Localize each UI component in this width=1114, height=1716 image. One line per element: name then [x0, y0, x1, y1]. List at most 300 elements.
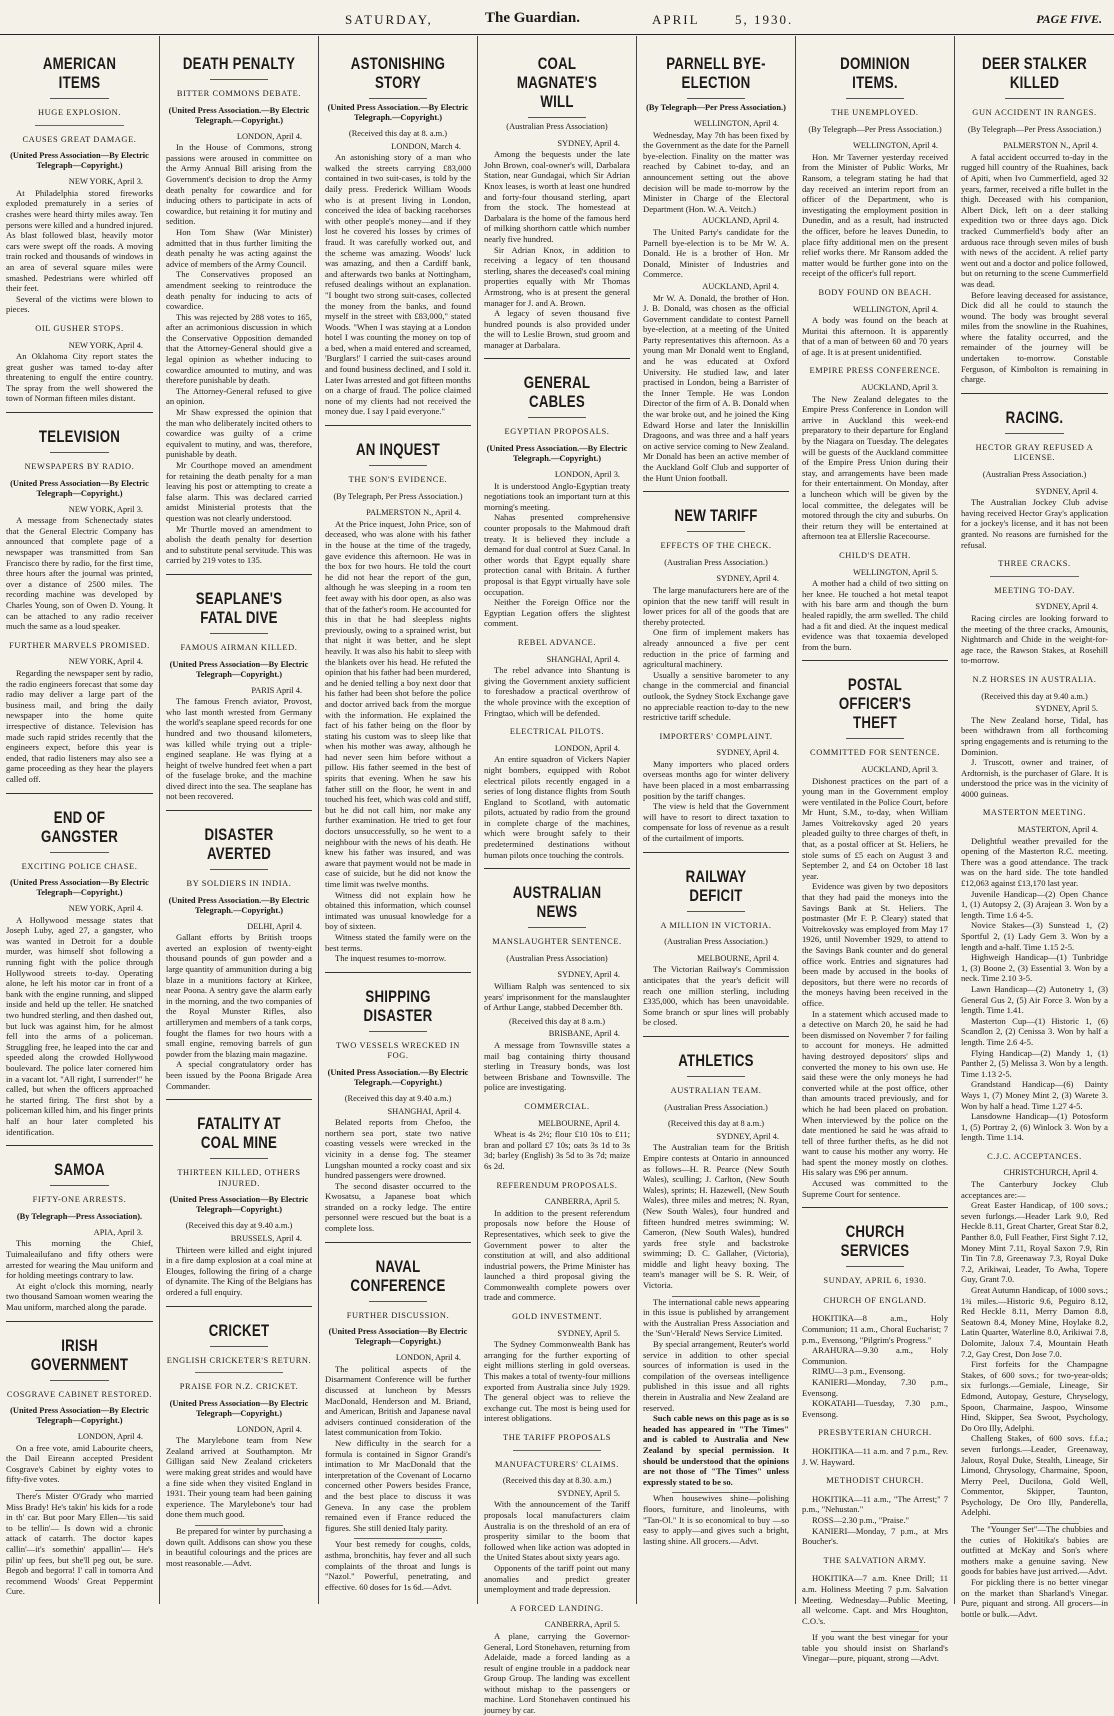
- article-paragraph: The second disaster occurred to the Kwosatsu, a Japanese boat which stranded on a rocky ledge. The entire personnel were rescued but the boat is a complete loss.: [325, 1180, 471, 1234]
- subheading: NEWSPAPERS BY RADIO.: [24, 462, 135, 472]
- received-line: (Received this day at 9.40 a.m.): [185, 1221, 293, 1231]
- subheading: THE TARIFF PROPOSALS: [503, 1433, 611, 1442]
- subheading: GOLD INVESTMENT.: [512, 1312, 602, 1322]
- dateline: LONDON, April 4.: [554, 743, 620, 753]
- headline-american-items: AMERICAN ITEMS: [42, 54, 117, 92]
- service-listing: RIMU—3 p.m., Evensong.: [812, 1366, 906, 1377]
- section-divider: [166, 810, 312, 811]
- acceptance-listing: First forfeits for the Champagne Stakes, of 600 sovs.; for two-year-olds; six furlongs.—Gemiale, Lineage, Sir Edmond, Autopay, Gesture, Chryselogy, Spoon, Charmaine, Jaspoo, Winsome Hind, Skipper, Sea Swoot, Psychology, Do Oro Illy, Adelphi.: [961, 1359, 1108, 1433]
- divider: [687, 531, 745, 532]
- source-line: (By Telegraph—Press Association).: [16, 1211, 143, 1221]
- article-paragraph: William Ralph was sentenced to six years' imprisonment for the manslaughter of Arthur Lange, stabbed December 8th.: [484, 981, 630, 1013]
- headline-disaster-averted: DISASTER AVERTED: [204, 825, 274, 864]
- article-paragraph: Delightful weather prevailed for the opening of the Masterton R.C. meeting. There was a good attendance. The track was on the hard side. The tote handled £12,063 against £13,170 last year.: [961, 835, 1108, 889]
- dateline: MASTERTON, April 4.: [1017, 825, 1098, 835]
- dateline: SYDNEY, April 4.: [1035, 602, 1098, 612]
- race-result: Novice Stakes—(3) Sunstead 1, (2) Sportful 2, (1) Lady Gem 3. Won by a length and a-half. Time 1.15 2-5.: [961, 920, 1108, 952]
- advertisement-verse: There's Mister O'Grady who married Miss Brady! He's takin' his kids for a rode in th' car. But poor Mary Ellen—'tis said to be tellin'— Is down wid a chronic attack of catarrh. The doctor kapes callin'—it's somethin' appallin'— He's pilin' up fees, but she'll peg out, be sure. Begob and begorra! I' call in tomorra And recommend Woods' Great Peppermint Cure.: [6, 1491, 153, 1597]
- article-paragraph: Mr Courthope moved an amendment for retaining the death penalty for a man leaving his post or attempting to create a false alarm. This was declared carried amidst Ministerial protests that the question was not clearly understood.: [166, 460, 312, 523]
- source-line: (United Press Association—By Electric Telegraph—Copyright.): [10, 878, 149, 898]
- divider: [846, 738, 904, 739]
- masthead: [0, 0, 1114, 35]
- section-divider: [325, 1242, 471, 1243]
- article-paragraph: A fatal accident occurred to-day in the rugged hill country of the Ruahines, back of Apiti, when Ivo Cummerfield, aged 32 years, farmer, received a rifle bullet in the thigh. Deceased with his companion, Albert Dick, left on a deer stalking expedition two or three days ago. Dick tracked Cummerfield's body after an arduous race through seven miles of bush with news of the accident. A relief party went out and a doctor and police followed, but on returning to the scene Cummerfield was dead.: [961, 151, 1109, 289]
- section-divider: [6, 793, 153, 794]
- article-paragraph: New difficulty in the search for a formula is contained in Signor Grandi's intimation to Mr MacDonald that the interpretation of the Covenant of Locarno concerned other Powers besides France, and the best place to discuss it was Geneva. In any case the problem remained even if France reduced the figures. She still denied Italy parity.: [325, 1438, 471, 1533]
- advertisement: Your best remedy for coughs, colds, asthma, bronchitis, hay fever and all such complaints of the throat and lungs is "Nazol." Powerful, penetrating, and effective. 60 doses for 1s 6d.—Advt.: [325, 1539, 471, 1592]
- dateline: LONDON, April 4.: [236, 131, 302, 141]
- dateline: WELLINGTON, April 4.: [853, 304, 938, 314]
- dateline: SYDNEY, April 4.: [716, 574, 779, 584]
- section-divider: [6, 1321, 153, 1322]
- article-paragraph: Mr Shaw expressed the opinion that the man who deliberately incited others to cowardice was guilty of a crime equivalent to mutiny, and was, therefore, punishable by death.: [166, 407, 312, 460]
- headline-seaplane-fatal-dive: SEAPLANE'S FATAL DIVE: [195, 588, 283, 627]
- source-line: (Australian Press Association.): [664, 937, 768, 947]
- race-result: Juvenile Handicap—(2) Open Chance 1, (1) Autopsy 2, (3) Arajean 3. Won by a length. Time 1.6 4-5.: [961, 888, 1108, 920]
- headline-new-tariff: NEW TARIFF: [674, 506, 758, 526]
- article-paragraph: Many importers who placed orders overseas months ago for winter delivery have been placed in a most embarrassing position by the tariff changes.: [643, 758, 789, 801]
- divider: [210, 1346, 268, 1347]
- article-paragraph: The view is held that the Government will have to resort to direct taxation to compensate for loss of revenue as a result of the curtailment of imports.: [643, 801, 789, 844]
- subheading: FIFTY-ONE ARRESTS.: [32, 1195, 127, 1205]
- service-listing: HOKITIKA—11 a.m. and 7 p.m., Rev. J. W. Hayward.: [802, 1445, 948, 1467]
- service-listing: HOKITIKA—7 a.m. Knee Drill; 11 a.m. Holiness Meeting 7 p.m. Salvation Meeting. Wednesday—Public Meeting, all welcome. Capt. and Mrs Houghton, C.O.'s.: [802, 1573, 948, 1626]
- race-result: Lansdowne Handicap—(1) Potosform 1, (5) Portray 2, (6) Winlock 3. Won by a length. Time 1.14.: [961, 1111, 1108, 1143]
- column-6: [795, 36, 954, 1664]
- article-paragraph: The New Zealand horse, Tidal, has been withdrawn from all forthcoming spring engagements and is returning to the Dominion.: [961, 714, 1108, 757]
- headline-church-services: CHURCH SERVICES: [840, 1222, 910, 1261]
- service-listing: HOKITIKA—11 a.m., "The Arrest;" 7 p.m., "Nehustan.": [802, 1493, 948, 1515]
- article-paragraph: The famous French aviator, Provost, who last month wrested from Germany the world's seaplane speed records for one hundred and two thousand kilometers, was killed while trying out a triple-engined seaplane. He was flying at a height of twelve hundred feet when a part of the fuselage broke, and the machine dived direct into the sea. The seaplane has not been recovered.: [166, 696, 312, 802]
- subheading: BODY FOUND ON BEACH.: [818, 287, 932, 297]
- dateline: CANBERRA, April 5.: [544, 1197, 620, 1207]
- article-paragraph: At eight o'clock this morning, nearly two thousand Samoan women wearing the Mau uniform, marched along the parade.: [6, 1280, 153, 1312]
- advertisement: Be prepared for winter by purchasing a down quilt. Addisons can show you these in beautiful colourings and the prices are most reasonable.—Advt.: [166, 1526, 312, 1568]
- received-line: (Received this day at 8 a.m.): [667, 1119, 765, 1129]
- divider: [528, 927, 586, 928]
- source-line: (Australian Press Association.): [982, 470, 1087, 480]
- subheading: COMMITTED FOR SENTENCE.: [810, 748, 940, 758]
- dateline: NEW YORK, April 4.: [68, 340, 143, 350]
- article-paragraph: The United Party's candidate for the Parnell bye-election is to be Mr W. A. Donald. He is a brother of Hon. Mr Donald, Minister of Industries and Commerce.: [643, 226, 789, 280]
- service-listing: KANIERI—Monday, 7 p.m., at Mrs Boucher's.: [802, 1525, 948, 1547]
- race-result: Lawn Handicap—(2) Autonetry 1, (3) General Gus 2, (5) Air Force 3. Won by a length. Time 1.41.: [961, 983, 1108, 1016]
- divider: [528, 417, 586, 418]
- subheading: EXCITING POLICE CHASE.: [21, 861, 138, 871]
- section-divider: [961, 393, 1108, 394]
- article-paragraph: Neither the Foreign Office nor the Egyptian Legation offers the slightest comment.: [484, 597, 630, 629]
- article-paragraph: The Victorian Railway's Commission anticipates that the year's deficit will reach one million sterling, including £335,000, which has been unavoidable. Some branch or spur lines will probably be closed.: [643, 964, 789, 1028]
- column-7: [954, 36, 1114, 1619]
- subheading: FURTHER MARVELS PROMISED.: [9, 640, 150, 650]
- masthead-title: The Guardian.: [485, 10, 581, 26]
- article-paragraph: J. Truscott, owner and trainer, of Ardtornish, is the purchaser of Glare. It is understood the price was in the vicinity of 4000 guineas.: [961, 757, 1108, 799]
- article-paragraph: A message from Schenectady states that the General Electric Company has announced that complete page of a newspaper was transmitted from San Francisco there by radio, for the first time, three hours after the journal was printed, over a distance of 2500 miles. The recording machine was developed by Charles Young, son of Owen D. Young. It can be attached to any radio receiver much the same as a loud speaker.: [6, 515, 153, 632]
- subheading: A FORCED LANDING.: [510, 1603, 604, 1613]
- source-line: (By Telegraph—Per Press Association.): [646, 103, 786, 112]
- subheading: BY SOLDIERS IN INDIA.: [186, 879, 292, 889]
- advertisement: The "Younger Set"—The chubbies and the cuties of Hokitika's babies are outfitted at McKay and Son's where mothers make a genuine saving. New goods for babies have just arrived.—Advt.: [961, 1524, 1108, 1577]
- dateline: BRISBANE, April 4.: [548, 1029, 620, 1039]
- article-paragraph: In addition to the present referendum proposals now before the House of Representatives, which seek to give the Government power to alter the constitution at will, and also additional industrial powers, the Prime Minister has launched a third proposal giving the Commonwealth complete powers over trade and commerce.: [484, 1207, 630, 1303]
- article-paragraph: The Marylebone team from New Zealand arrived at Southampton. Mr Gilligan said New Zealand cricketers were making great strides and would have a fine side when they visited England in 1931. Their young team had been gaining experience. The Marylebone's tour had done them much good.: [166, 1435, 312, 1520]
- article-paragraph: The Attorney-General refused to give an opinion.: [166, 385, 312, 407]
- headline-parnell-bye-election: PARNELL BYE-ELECTION: [666, 54, 766, 92]
- received-line: (Received this day at 9.40 a.m.): [981, 691, 1088, 701]
- divider: [210, 1158, 268, 1159]
- divider: [210, 79, 268, 80]
- subheading: PRAISE FOR N.Z. CRICKET.: [179, 1382, 299, 1392]
- article-paragraph: Evidence was given by two depositors that they had paid the moneys into the Savings Bank at St. Heliers. The postmaster (Mr F. P. Cleary) stated that Voitrekovsky was employed from May 17 1926, until November 1929, to attend to the Savings Bank counter and do general office work. Entries and signatures had been made by accused in the books of depositors, but there were no records of the moneys having been received in the office.: [802, 881, 948, 1008]
- article-paragraph: This was rejected by 288 votes to 165, after an acrimonious discussion in which the Conservative Opposition demanded that the Attorney-General should give a legal opinion as whether inducing to cowardice amounted to mutiny, and was therefore punishable by death.: [166, 311, 312, 386]
- section-divider: [325, 425, 471, 426]
- divider: [1005, 98, 1064, 99]
- article-paragraph: Opponents of the tariff point out many anomalies and predict greater unemployment and trade depression.: [484, 1562, 630, 1595]
- dateline: CHRISTCHURCH, April 4.: [1003, 1168, 1098, 1178]
- article-paragraph: Sir Adrian Knox, in addition to receiving a legacy of ten thousand sterling, shares the deceased's coal mining properties equally with Mr Thomas Armstrong, who is at present the general manager for J. and A. Brown.: [484, 244, 630, 308]
- divider: [687, 98, 745, 99]
- advertisement: When housewives shine—polishing floors, furniture, and linoleums, with "Tan-Ol." It is so economical to buy —so easy to apply—and gives such a bright, lasting shine. All grocers.—Advt.: [643, 1493, 789, 1546]
- service-listing: HOKITIKA—8 a.m., Holy Communion; 11 a.m., Choral Eucharist; 7 p.m., Evensong, "Pilgrim's Progress.": [802, 1313, 948, 1345]
- subheading: COMMERCIAL.: [524, 1101, 590, 1111]
- subheading: EMPIRE PRESS CONFERENCE.: [809, 366, 941, 376]
- subheading: FURTHER DISCUSSION.: [346, 1310, 450, 1320]
- notice-paragraph: By special arrangement, Reuter's world service in addition to other special sources of information is used in the compilation of the overseas intelligence published in this issue and all rights therein in Australia and New Zealand are reserved.: [643, 1339, 789, 1413]
- headline-postal-officers-theft: POSTAL OFFICER'S THEFT: [838, 675, 912, 733]
- article-paragraph: Dishonest practices on the part of a young man in the Government employ were ventilated in the Police Court, before Mr Hunt, S.M., to-day, when William James Voitrekovsky aged 20 years pleaded guilty to three charges of theft, in that, as a postal officer at St. Heliers, he stole sums of £5 each on August 3 and September 2, and £4 on October 18 last year.: [802, 775, 948, 881]
- article-paragraph: The inquest resumes to-morrow.: [335, 953, 447, 964]
- article-paragraph: A Hollywood message states that Joseph Luby, aged 27, a gangster, who was wanted in Detroit for a double murder, was himself shot following a running fight with the police through Hollywood streets to-day. Operating alone, he left his motor car in front of a bank with the engine running, and slipped inside and held up the teller. He snatched two hundred sterling, and then dashed out, but luck was against him, for he almost fell into the arms of a policeman. Struggling free, he leaped into the car and speeded along the crowded Hollywood boulevard. The police later cornered him in a vacant lot. "All right, I surrender!" he called, but when the officers approached he started firing. The first shot by a policeman killed him, and his finger prints half an hour later completed his identification.: [6, 914, 153, 1137]
- subheading: N.Z HORSES IN AUSTRALIA.: [972, 674, 1097, 684]
- source-line: (Australian Press Association.): [664, 1102, 768, 1112]
- headline-cricket: CRICKET: [208, 1320, 270, 1340]
- dateline: SYDNEY, April 4.: [716, 1131, 779, 1141]
- dateline: SYDNEY, April 5.: [557, 1328, 620, 1338]
- subheading: REBEL ADVANCE.: [517, 637, 597, 647]
- dateline: SHANGHAI, April 4.: [546, 654, 620, 664]
- article-paragraph: At Philadelphia stored fireworks exploded prematurely in a series of crashes were heard thirty miles away. Ten persons were killed and a hundred injured. As blast followed blast, heavily motor cars were swept off the roads. A moving train rocked and thousands of windows in an area of several square miles were smashed. Pedestrians were whirled off their feet.: [6, 187, 153, 294]
- race-result: Highweigh Handicap—(1) Tunbridge 1, (3) Boone 2, (3) Essential 3. Won by a neck. Time 2.10 3-5.: [961, 952, 1108, 984]
- divider: [210, 633, 268, 634]
- divider: [369, 98, 427, 99]
- headline-television: TELEVISION: [38, 427, 121, 447]
- article-paragraph: Hon. Mr Taverner yesterday received from the Minister of Public Works, Mr Ransom, a telegram stating he had that day received an interim report from an officer of the Department, who is investigating the employment position in Dunedin, and as a result, had instructed the officer, before he leaves Dunedin, to place fifty additional men on the present relief works there. Mr Ransom added the matter would be further gone into on the receipt of the officer's full report.: [802, 151, 948, 279]
- notice-paragraph: The international cable news appearing in this issue is published by arrangement with the Australian Press Association and the 'Sun'-'Herald' News Service Limited.: [643, 1296, 789, 1339]
- subheading: MANSLAUGHTER SENTENCE.: [492, 937, 622, 947]
- divider: [369, 465, 427, 466]
- headline-fatality-at-coal-mine: FATALITY AT COAL MINE: [197, 1114, 281, 1153]
- article-paragraph: A plane, carrying the Governor-General, Lord Stonehaven, returning from Adelaide, made a forced landing as a result of engine trouble in a paddock near Group Group. The landing was excellent without mishap to the passengers or machine. Lord Stonehaven continued his journey by car.: [484, 1630, 630, 1716]
- article-paragraph: A legacy of seven thousand five hundred pounds is also provided under the will to Leslie Brown, stud groom and manager at Darbalara.: [484, 308, 630, 350]
- headline-irish-government: IRISH GOVERNMENT: [30, 1335, 129, 1374]
- race-result: Grandstand Handicap—(6) Dainty Ways 1, (7) Money Mint 2, (3) Warete 3. Won by half a head. Time 1.27 4-5.: [961, 1079, 1108, 1111]
- divider: [846, 1266, 904, 1267]
- article-paragraph: Belated reports from Chefoo, the northern sea port, state two native coasting vessels were wrecked in the vicinity in a dense fog. The steamer Lungshan mounted a rocky coast and six hundred passengers were drowned.: [325, 1117, 471, 1181]
- article-paragraph: The New Zealand delegates to the Empire Press Conference in London will arrive in Auckland this week-end preparatory to their departure for England by the Niagara on Tuesday. The delegates will be guests of the Auckland committee of the Empire Press Union during their stay, and arrangements have been made for their entertainment. On Monday, after a luncheon which will be given by the local committee, the delegates will be motored through the city and suburbs. On their return they will be entertained at afternoon tea at Ellerslie Racecourse.: [802, 393, 948, 542]
- source-line: (United Press Association—By Electric Telegraph—Copyright.): [169, 1398, 309, 1418]
- divider: [50, 1185, 109, 1186]
- article-paragraph: An astonishing story of a man who walked the streets carrying £83,000 contained in two suit-cases, is told by the daily press. Frederick William Woods who is at present living in London, conceived the idea of backing racehorses with other people's money—and if they lost he covered his losses by crimes of fraud. It was carefully worked out, and the scheme was amazing. Woods' luck was amazing, and then a Cardiff bank, and afterwards two banks at Nottingham, refused dealings without an explanation. "I bought two strong suit-cases, collected the money from the banks, and found myself in the street with £83,000," stated Woods. "When I was staying at a London hotel I was counting the money on top of a bed, when a maid entered and screamed, 'Burglars!' I carried the suit-cases around and found business declined, and I sold it. Later Iwas arrested and got fifteen months on a charge of fraud. The police claimed none of my clients had not received the money due. I say I paid everyone.": [325, 152, 471, 417]
- source-line: (By Telegraph—Per Press Association.): [967, 124, 1102, 134]
- masthead-date: 5, 1930.: [735, 12, 794, 27]
- race-result: Flying Handicap—(2) Mandy 1, (1) Panther 2, (5) Melissa 3. Won by a length. Time 1.13 2-5.: [961, 1047, 1108, 1079]
- subheading: AUSTRALIAN TEAM.: [670, 1085, 762, 1095]
- article-paragraph: The Conservatives proposed an amendment seeking to reintroduce the death penalty for inducing to acts of cowardice.: [166, 269, 312, 312]
- dateline: NEW YORK, April 4.: [68, 904, 143, 914]
- dateline: SYDNEY, April 5.: [1035, 704, 1098, 714]
- subheading: THIRTEEN KILLED, OTHERS INJURED.: [177, 1168, 301, 1188]
- article-paragraph: The rebel advance into Shantung is giving the Government anxiety sufficient to foreshadow a practical overthrow of the whole province with the exception of Fringtao, which will be defended.: [484, 665, 630, 718]
- service-listing: ARAHURA—9.30 a.m., Holy Communion.: [802, 1345, 948, 1366]
- dateline: SYDNEY, April 5.: [557, 1488, 620, 1498]
- subheading: METHODIST CHURCH.: [826, 1476, 924, 1486]
- dateline: BRUSSELS, April 4.: [230, 1233, 302, 1243]
- dateline: MELBOURNE, April 4.: [538, 1118, 620, 1128]
- headline-astonishing-story: ASTONISHING STORY: [350, 54, 446, 92]
- source-line: (United Press Association—By Electric Telegraph—Copyright.): [169, 659, 309, 679]
- masthead-month: APRIL: [652, 12, 700, 27]
- article-paragraph: In the House of Commons, strong passions were aroused in committee on the Army Annual Bill arising from the Government's decision to drop the Army death penalty for cowardice and for inducing others to participate in acts of cowardice, but retaining it for mutiny and sedition.: [166, 142, 312, 227]
- column-3: [318, 36, 477, 1604]
- advertisement: If you want the best vinegar for your table you should insist on Sharland's Vinegar—pure, piquant, strong —Advt.: [802, 1632, 948, 1664]
- article-paragraph: On a free vote, amid Labourite cheers, the Dail Eireann accepted President Cosgrave's Cabinet by eighty votes to fifty-five votes.: [6, 1442, 153, 1485]
- dateline: WELLINGTON, April 4.: [853, 141, 938, 151]
- section-divider: [6, 412, 153, 413]
- subheading: COSGRAVE CABINET RESTORED.: [6, 1389, 153, 1399]
- headline-end-of-gangster: END OF GANGSTER: [40, 807, 119, 846]
- section-divider: [166, 1099, 312, 1100]
- divider: [195, 1372, 283, 1373]
- subheading: HECTOR GRAY REFUSED A LICENSE.: [975, 442, 1094, 463]
- headline-samoa: SAMOA: [54, 1160, 105, 1180]
- section-divider: [166, 574, 312, 575]
- column-1: [0, 36, 159, 1604]
- dateline: NEW YORK, April 4.: [68, 657, 143, 667]
- section-divider: [484, 868, 630, 869]
- advertisement: For pickling there is no better vinegar on the market than Sharland's Vinegar. Pure, piquant and strong. All grocers—in bottle or bulk.—Advt.: [961, 1577, 1108, 1619]
- subheading: THREE CRACKS.: [998, 559, 1071, 569]
- article-paragraph: A message from Townsville states a mail bag containing thirty thousand sterling in Treasury bonds, was lost between Brisbane and Townsville. The police are investigating.: [484, 1040, 630, 1093]
- subheading: MANUFACTURERS' CLAIMS.: [495, 1459, 619, 1469]
- subheading: OIL GUSHER STOPS.: [35, 323, 124, 333]
- acceptance-listing: Challeng Stakes, of 600 sovs. f.f.a.; seven furlongs.—Leader, Greenaway, Jaloux, Royal Duke, Stealth, Lineage, Sir Limond, Chrysology, Charmaine, Spoon, Merry Peel, Ducilona, Gold Well, Commentor, Skipper, Taunton, Psychology, De Oro Illy, Panderella, Adelphi.: [961, 1433, 1108, 1518]
- section-divider: [802, 1207, 948, 1208]
- article-paragraph: Hon Tom Shaw (War Minister) admitted that in thus further limiting the death penalty he was acting against the advice of members of the Army Council.: [166, 226, 312, 269]
- subheading: THE UNEMPLOYED.: [831, 108, 919, 117]
- article-paragraph: With the announcement of the Tariff proposals local manufacturers claim Australia is on the threshold of an era of prosperity similar to the boom that followed when like action was adopted in the United States about sixty years ago.: [484, 1499, 630, 1563]
- divider: [369, 1031, 427, 1032]
- dateline: AUCKLAND, April 3.: [861, 764, 938, 774]
- headline-racing: RACING.: [1005, 407, 1064, 427]
- masthead-day: SATURDAY,: [345, 12, 433, 27]
- section-divider: [643, 852, 789, 853]
- dateline: AUCKLAND, April 4.: [702, 281, 779, 291]
- subheading: EFFECTS OF THE CHECK.: [660, 541, 772, 551]
- newspaper-columns: [0, 36, 1114, 1716]
- headline-australian-news: AUSTRALIAN NEWS: [512, 883, 602, 922]
- received-line: (Received this day at 8.30. a.m.): [502, 1476, 612, 1486]
- divider: [35, 125, 123, 126]
- article-paragraph: At the Price inquest, John Price, son of deceased, who was alone with his father in the house at the time of the tragedy, gave evidence this afternoon. He was in the box for two hours. He told the court he did not hear the report of the gun, although he was sleeping in a room ten feet away with his door open, as also was that of the father's room. He accounted for this in that he had sleepless nights previously, owing to a sprained wrist, but that night it was better, and he slept heavily. It was also his habit to sleep with the blankets over his head. He refuted the opinion that his father had been murdered, and he denied telling a boy next door that his father had been shot before the police and doctor arrived back from the morgue with the information. He explained the fact of his father being on the floor by stating his custom was to sleep like that when his mother was away, although he had never seen him before without a pillow. His father seemed in the best of spirits that evening. When he saw his father still on the floor, he went in and touched his feet, which was cold and stiff, but he did not call him, nor make any further examination. He tried to get four doctors unsuccessfully, so he went to a neighbour with the news of his death. He knew his father was insured, and was aware that payment would not be made in case of suicide, but he did not know the time limit was twelve months.: [325, 518, 471, 889]
- subheading: MASTERTON MEETING.: [982, 808, 1087, 818]
- acceptance-listing: Great Autumn Handicap, of 1000 sovs.; 1¾ miles.—Historic 9.6, Peguiro 8.12, Red Heckle 8.11, Merry Damon 8.8, Seatown 8.4, Money Mine, Hoylake 8.2, Latin Quarter, Waterline 8.0, Arikiwai 7.8, Dolomite, Jaloux 7.4, Mountain Heath 7.2, Gay Crest, Don Jose 7.0.: [961, 1285, 1108, 1359]
- column-4: [477, 36, 636, 1716]
- section-divider: [325, 972, 471, 973]
- article-paragraph: Thirteen were killed and eight injured in a fire damp explosion at a coal mine at Elouges, following the firing of a charge of dynamite. The King of the Belgians has ordered a full enquiry.: [166, 1244, 312, 1297]
- headline-coal-magnates-will: COAL MAGNATE'S WILL: [516, 54, 598, 111]
- dateline: LONDON, March 4.: [391, 141, 461, 151]
- headline-naval-conference: NAVAL CONFERENCE: [350, 1256, 446, 1295]
- subheading: BITTER COMMONS DEBATE.: [176, 89, 302, 98]
- subheading: C.J.C. ACCEPTANCES.: [987, 1151, 1082, 1161]
- headline-an-inquest: AN INQUEST: [355, 440, 441, 460]
- article-paragraph: An Oklahoma City report states the great gusher was tamed to-day after threatening to engulf the entire country. The spray from the well showered the town of Norman fifteen miles distant.: [6, 351, 153, 404]
- subheading: ELECTRICAL PILOTS.: [509, 727, 605, 737]
- service-listing: ROSS—2.30 p.m., "Praise.": [812, 1514, 910, 1525]
- service-listing: KOKATAHI—Tuesday, 7.30 p.m., Evensong.: [802, 1398, 948, 1419]
- article-paragraph: The Australian Jockey Club advise having received Hector Gray's application for a jockey's license, and it has not been granted. No reasons are furnished for the refusal.: [961, 497, 1108, 550]
- subheading: MEETING TO-DAY.: [994, 585, 1075, 595]
- dateline: PARIS April 4.: [251, 685, 302, 695]
- article-paragraph: In a statement which accused made to a detective on March 20, he said he had been dismissed on November 7 for failing to account for moneys. He admitted having destroyed depositors' slips and converted the money to his own use. He said these were the only moneys he had converted while at the post office, other than amounts traced previously, and for which he had been placed on probation. When interviewed by the police on the date mentioned he said he was afraid to tell of three further thefts, as he did not want to cause his mother any worry. He had spent the money mostly on clothes. His salary was £96 per annum.: [802, 1008, 948, 1178]
- source-line: (United Press Association—By Electric Telegraph—Copyright.): [10, 151, 149, 171]
- dateline: CANBERRA, April 5.: [544, 1620, 620, 1630]
- subheading: THE SALVATION ARMY.: [823, 1555, 927, 1565]
- divider: [50, 852, 109, 853]
- notice-paragraph: Such cable news on this page as is so headed has appeared in "The Times" and is cabled to Australia and New Zealand by special permission. It should be understood that the opinions are not those of "The Times" unless expressly stated to be so.: [643, 1413, 789, 1487]
- service-listing: KANIERI—Monday, 7.30 p.m., Evensong.: [802, 1377, 948, 1398]
- divider: [210, 869, 268, 870]
- divider: [687, 1076, 745, 1077]
- dateline: LONDON, April 3.: [554, 470, 620, 480]
- dateline: SYDNEY, April 4.: [716, 748, 779, 758]
- article-paragraph: Witness stated the family were on the best terms.: [325, 931, 471, 953]
- section-divider: [484, 358, 630, 359]
- subheading: REFERENDUM PROPOSALS.: [496, 1180, 618, 1190]
- subheading: HUGE EXPLOSION.: [38, 108, 121, 117]
- dateline: MELBOURNE, April 4.: [697, 953, 779, 963]
- article-paragraph: An entire squadron of Vickers Napier night bombers, equipped with Robot electrical pilots recently engaged in a series of long distance flights from South England to Scotland, with automatic pilots, actuated by radio from the ground in complete charge of the machines, which were brought safely to their predetermined destinations without human pilots once touching the controls.: [484, 754, 630, 860]
- race-result: Masterton Cup—(1) Historic 1, (6) Scandlon 2, (2) Cenissa 3. Won by half a length. Time 2.6 4-5.: [961, 1015, 1108, 1047]
- article-paragraph: Gallant efforts by British troops averted an explosion of twenty-eight thousand pounds of gun powder and a large quantity of ammunition during a big blaze in a munitions factory at Kirkee, near Poona. A sentry gave the alarm early in the morning, and the two companies of the Royal Munster Rifles, also artillerymen and members of a tank corps, fought the flames for two hours with a small engine, removing barrels of gun powder from the blazing main magazine.: [166, 932, 312, 1059]
- dateline: NEW YORK, April 3.: [68, 504, 143, 514]
- headline-dominion-items: DOMINION ITEMS.: [840, 54, 910, 92]
- dateline: LONDON, April 4.: [236, 1424, 302, 1434]
- subheading: A MILLION IN VICTORIA.: [660, 920, 772, 930]
- subheading: GUN ACCIDENT IN RANGES.: [972, 108, 1097, 117]
- source-line: (Australian Press Association): [506, 122, 608, 131]
- source-line: (United Press Association—By Electric Telegraph—Copyright.): [10, 478, 149, 498]
- article-paragraph: Among the bequests under the late John Brown, coal-owner's will, Darbalara Station, near Gundagai, which Sir Adrian Knox leases, is worth at least one hundred and forty-four thousand sterling, apart from the stock. The homestead at Darbalara is the home of the famous herd of milking shorthorn cattle which number nearly five hundred.: [484, 149, 630, 244]
- article-paragraph: Mr Thurtle moved an amendment to abolish the death penalty for desertion and to substitute penal servitude. This was carried by 219 votes to 135.: [166, 523, 312, 566]
- divider: [50, 98, 109, 99]
- article-paragraph: Before leaving deceased for assistance, Dick did all he could to staunch the wound. The body was brought several miles from the snowline in the Ruahines, where the fatality occurred, and the remainder of the journey will be undertaken to-morrow. Constable Ferguson, of Kimbolton is remaining in charge.: [961, 289, 1108, 385]
- source-line: (By Telegraph, Per Press Association.): [333, 491, 463, 501]
- article-paragraph: It is understood Anglo-Egyptian treaty negotiations took an important turn at this morning's meeting.: [484, 480, 630, 512]
- article-paragraph: One firm of implement makers has already announced a five per cent reduction in the price of farming and agricultural machinery.: [643, 627, 789, 670]
- subheading: SUNDAY, APRIL 6, 1930.: [823, 1276, 927, 1286]
- article-paragraph: Racing circles are looking forward to the meeting of the three cracks, Amounis, Nightmarch and Chide in the weight-for-age race, the Rawson Stakes, at Rosehill to-morrow.: [961, 612, 1108, 666]
- dateline: WELLINGTON, April 5.: [853, 567, 938, 577]
- source-line: (United Press Association.—By Electric Telegraph.—Copyright.): [168, 895, 310, 915]
- article-paragraph: Wheat is 4s 2½; flour £10 10s to £11; bran and pollard £7 10s; oats 3s 1d to 3s 3d; barley (English) 3s 5d to 3s 7d; maize 6s 2d.: [484, 1129, 630, 1171]
- article-paragraph: Wednesday, May 7th has been fixed by the Government as the date for the Parnell bye-election. Finality on the matter was reached by Cabinet to-day, and an announcement setting out the above decision will be made to-morrow by the Minister in Charge of the Electoral Department (Hon. W. A. Veitch.): [643, 129, 789, 214]
- received-line: (Received this day at 8. a.m.): [348, 129, 448, 138]
- subheading: EGYPTIAN PROPOSALS.: [504, 427, 610, 437]
- subheading: PRESBYTERIAN CHURCH.: [818, 1428, 932, 1438]
- subheading: CHILD'S DEATH.: [839, 550, 911, 560]
- subheading: TWO VESSELS WRECKED IN FOG.: [336, 1040, 460, 1061]
- dateline: AUCKLAND, April 3.: [861, 383, 938, 393]
- source-line: (United Press Association—By Electric Telegraph—Copyright.): [328, 1327, 468, 1347]
- article-paragraph: The Canterbury Jockey Club acceptances are:—: [961, 1179, 1108, 1200]
- source-line: (United Press Association.—By Electric Telegraph.—Copyright.): [168, 105, 310, 125]
- subheading: ENGLISH CRICKETER'S RETURN.: [166, 1355, 312, 1365]
- acceptance-listing: Great Easter Handicap, of 100 sovs.; seven furlongs.—Header Lark 9.0, Red Heckle 8.11, Great Charter, Great Star 8.2, Panther 8.0, Full Feather, First Sight 7.12, Money Mint 7.11, Royal Saxon 7.9, Rin Tin Tin 7.8, Greenaway 7.3, Royal Duke 7.2, Arikiwai, Leader, To Awha, Topere Guy, Grant 7.0.: [961, 1200, 1108, 1285]
- divider: [846, 98, 904, 99]
- article-paragraph: The large manufacturers here are of the opinion that the new tariff will result in lower prices for all of the goods that are thereby protected.: [643, 584, 789, 627]
- divider: [50, 452, 109, 453]
- dateline: SYDNEY, April 4.: [557, 138, 620, 148]
- section-divider: [802, 660, 948, 661]
- dateline: WELLINGTON, April 4.: [694, 119, 779, 128]
- source-line: (Australian Press Association): [506, 953, 608, 963]
- dateline: DELHI, April 4.: [247, 921, 302, 931]
- subheading: CAUSES GREAT DAMAGE.: [22, 134, 137, 144]
- column-5: [636, 36, 795, 1604]
- article-paragraph: A mother had a child of two sitting on her knee. He touched a hot metal teapot with his bare arm and though the burn healed rapidly, the arm swelled. The child had a fit and died. At the inquest medical evidence was that toxaemia developed from the burn.: [802, 578, 948, 652]
- article-paragraph: The Australian team for the British Empire contests at Ontario in announced as follows—H. R. Pearce (New South Wales), sculling; J. Carlton, (New South Wales), sprints; H. Hazewell, (New South Wales), three miles and metres; N. Ryan, (New South Wales), four hundred and fifteen hundred metres swimming; W. Cameron, (New South Wales), hundred yards free style and backstroke swimming; D. C. Gallaher, (Victoria), middle and light heavy boxing. The team's manager will be S. R. Weir, of Victoria.: [643, 1142, 789, 1291]
- dateline: SYDNEY, April 4.: [1035, 486, 1098, 496]
- article-paragraph: Several of the victims were blown to pieces.: [6, 293, 153, 315]
- dateline: LONDON, April 4.: [395, 1353, 461, 1363]
- source-line: (United Press Association—By Electric Telegraph—Copyright.): [169, 1195, 309, 1215]
- dateline: PALMERSTON N., April 4.: [1003, 141, 1098, 151]
- headline-railway-deficit: RAILWAY DEFICIT: [685, 866, 747, 905]
- dateline: SYDNEY, April 4.: [557, 970, 620, 980]
- source-line: (United Press Association.—By Electric Telegraph.—Copyright.): [486, 444, 628, 464]
- divider: [687, 911, 745, 912]
- column-2: [159, 36, 318, 1604]
- article-paragraph: Usually a sensitive barometer to any change in the commercial and financial outlook, the Sydney Stock Exchange gave no appreciable reaction to-day to the new restrictive tariff schedule.: [643, 669, 789, 723]
- dateline: APIA, April 3.: [93, 1227, 143, 1237]
- dateline: NEW YORK, April 3.: [68, 177, 143, 187]
- headline-death-penalty: DEATH PENALTY: [182, 54, 296, 73]
- article-paragraph: Accused was committed to the Supreme Court for sentence.: [802, 1178, 948, 1199]
- divider: [513, 1450, 601, 1451]
- article-paragraph: Mr W. A. Donald, the brother of Hon. J. B. Donald, was chosen as the official Government candidate to contest Parnell bye-election, at a meeting of the United Party representatives this afternoon. As a young man Mr Donald went to England, and he was educated at Oxford University. He studied law, and later practised in London, being a Barrister of the Inner Temple. He was London Director of the firm of A. B. Donald when the war broke out, and he joined the King Edward Horse and later the Inniskillin Dragoons, and was three and a half years on active service coming to New Zealand. Mr Donald has been an active member of the Auckland Golf Club and supporter of the Hunt Union football.: [643, 292, 789, 483]
- received-line: (Received this day at 8 a.m.): [508, 1016, 606, 1026]
- headline-athletics: ATHLETICS: [678, 1050, 754, 1070]
- article-paragraph: Nahas presented comprehensive counter proposals to the Mahmoud draft treaty. It is believed they include a demand for dual control at Suez Canal. In other words that Egypt equally share protection canal with Britain. A further proposal is that Egypt virtually have sole occupation.: [484, 512, 630, 597]
- divider: [528, 117, 586, 118]
- received-line: (Received this day at 9.40 a.m.): [344, 1093, 452, 1103]
- article-paragraph: A special congratulatory order has been issued by the Poona Brigade Area Commander.: [166, 1059, 312, 1091]
- divider: [50, 1380, 109, 1381]
- subheading: THE SON'S EVIDENCE.: [348, 475, 448, 485]
- headline-general-cables: GENERAL CABLES: [523, 373, 591, 412]
- source-line: (United Press Association—By Electric Telegraph—Copyright.): [10, 1406, 149, 1426]
- subheading: FAMOUS AIRMAN KILLED.: [180, 642, 298, 652]
- subheading: IMPORTERS' COMPLAINT.: [659, 731, 773, 741]
- article-paragraph: The Sydney Commonwealth Bank has arranging for the further exporting of eight millions sterling in gold overseas. This makes a total of twenty-four millions exported from Australia since July 1929. The general object was to relieve the exchange cut. The most is being used for interest obligations.: [484, 1339, 630, 1424]
- article-paragraph: Regarding the newspaper sent by radio, the radio engineers forecast that some day radio may deliver a large part of the business mail, and bring the daily newspaper into the home quite irrespective of distance. Television has made such rapid strides recently that the engineers expect, before this year is ended, that radio listeners may also see a game proceeding as they hear the players called off.: [6, 667, 153, 784]
- dateline: PALMERSTON N., April 4.: [366, 508, 461, 518]
- divider: [1005, 433, 1064, 434]
- masthead-page-number: PAGE FIVE.: [1036, 12, 1102, 26]
- article-paragraph: Witness did not explain how he obtained this information, which counsel intimated was unusual knowledge for a boy of sixteen.: [325, 889, 471, 932]
- headline-shipping-disaster: SHIPPING DISASTER: [363, 986, 433, 1025]
